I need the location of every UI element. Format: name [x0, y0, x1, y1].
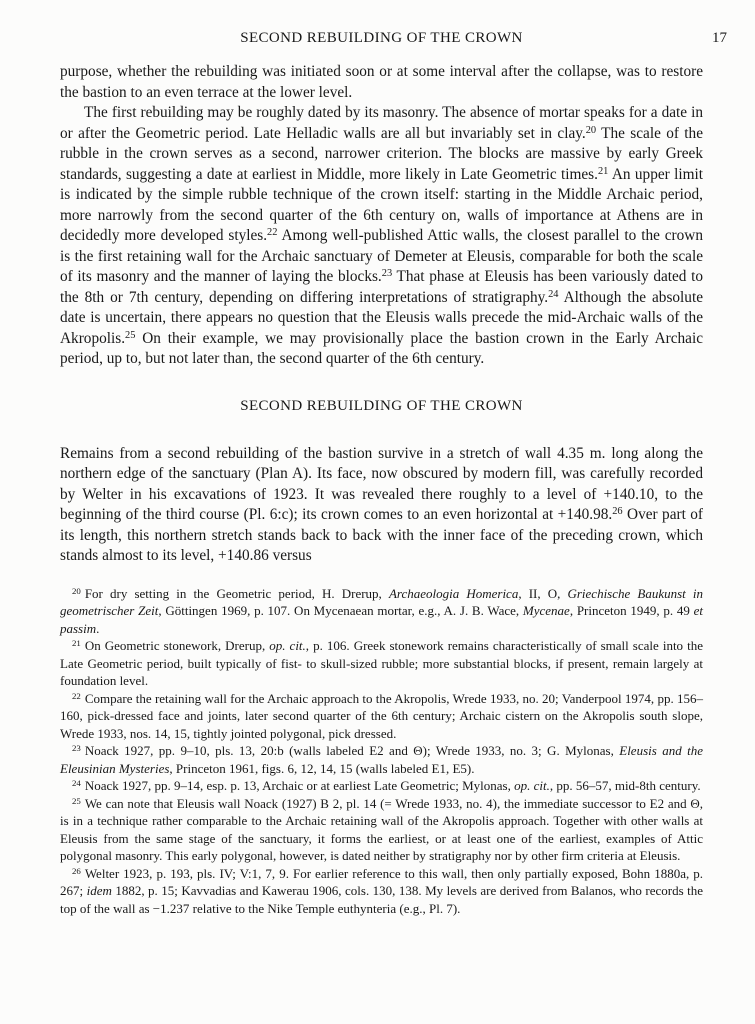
text-run: On Geometric stonework, Drerup,: [84, 638, 270, 653]
text-run: , p. 106. Greek stonework remains characteristically of small scale into the Late Geometric period, built typically of fist- to skull-sized rubble; more substantial blocks, if present, remain largely at foundation level.: [60, 638, 703, 688]
paragraph: [60, 103, 703, 370]
paragraph: [60, 62, 703, 103]
text-run: .: [96, 620, 100, 636]
footnote-number: 23: [72, 743, 81, 754]
text-run: The first rebuilding may be roughly dated by its masonry. The absence of mortar speaks for a date in or after the Geometric period. Late Helladic walls are all but invariably set in clay.: [60, 104, 703, 142]
text-run: purpose, whether the rebuilding was initiated soon or at some interval after the collapse, was to restore the bastion to an even terrace at the lower level.: [60, 63, 703, 101]
page-number: 17: [712, 30, 727, 46]
footnote-number: 20: [72, 585, 81, 596]
footnote-ref: 25: [125, 329, 136, 341]
footnote: [60, 690, 703, 743]
text-run: , Göttingen 1969, p. 107. On Mycenaean mortar, e.g., A. J. B. Wace,: [158, 603, 523, 618]
footnotes: [60, 585, 703, 918]
text-run: , Princeton 1961, figs. 6, 12, 14, 15 (walls labeled E1, E5).: [169, 760, 475, 776]
text-run: The scale of the rubble in the crown serves as a second, narrower criterion. The blocks are massive by early Greek standards, suggesting a date at earliest in Middle, more likely in Late Geometric times.: [60, 124, 703, 183]
text-run: idem: [86, 883, 112, 898]
text-run: , Princeton 1949, p. 49: [569, 603, 694, 618]
text-run: That phase at Eleusis has been variously dated to the 8th or 7th century, depending on differing interpretations of stratigraphy.: [60, 268, 703, 306]
text-run: op. cit.: [269, 638, 306, 653]
text-run: 1882, p. 15; Kavvadias and Kawerau 1906, cols. 130, 138. My levels are derived from Balanos, who records the top of the wall as −1.237 relative to the Nike Temple euthynteria (e.g., Pl. 7).: [60, 883, 703, 916]
footnote-ref: 24: [548, 288, 559, 300]
text-run: We can note that Eleusis wall Noack (1927) B 2, pl. 14 (= Wrede 1933, no. 4), the immediate successor to E2 and Θ, is in a technique rather comparable to the Archaic retaining wall of the Akropolis approach. Together with other walls at Eleusis from the same stage of the sanctuary, it forms the earliest, or at least one of the earliest, examples of Attic polygonal masonry. This early polygonal, however, is dated neither by stratigraphy nor by other firm criteria at Eleusis.: [60, 795, 703, 863]
text-run: Although the absolute date is uncertain, there appears no question that the Eleusis walls precede the mid-Archaic walls of the Akropolis.: [60, 288, 703, 347]
text-run: , pp. 56–57, mid-8th century.: [549, 778, 701, 793]
footnote-ref: 20: [585, 124, 597, 136]
text-run: Griechische Baukunst in geometrischer Zeit: [60, 585, 703, 618]
body-text: [60, 62, 703, 567]
text-run: op. cit.: [514, 778, 550, 793]
running-head: [60, 30, 727, 50]
footnote-ref: 21: [597, 165, 609, 177]
text-run: Welter 1923, p. 193, pls. IV; V:1, 7, 9. For earlier reference to this wall, then only partially exposed, Bohn 1880a, p. 267;: [60, 865, 703, 898]
footnote: [60, 777, 703, 795]
text-run: et passim: [60, 603, 704, 636]
text-run: Mycenae: [522, 603, 570, 618]
text-run: Eleusis and the Eleusinian Mysteries: [60, 743, 703, 776]
footnote-number: 25: [72, 795, 81, 806]
footnote: [60, 637, 703, 690]
text-run: An upper limit is indicated by the simple rubble technique of the crown itself: starting in the Middle Archaic period, more narrowly from the second quarter of the 6th century on, walls of importance at Athens are in decidedly more developed styles.: [60, 165, 703, 244]
footnote: [60, 742, 703, 777]
footnote-number: 22: [72, 690, 81, 701]
footnote-number: 21: [72, 638, 81, 649]
text-run: Remains from a second rebuilding of the bastion survive in a stretch of wall 4.35 m. long along the northern edge of the sanctuary (Plan A). Its face, now obscured by modern fill, was carefully recorded by Welter in his excavations of 1923. It was revealed there roughly to a level of +140.10, to the beginning of the third course (Pl. 6:c); its crown comes to an even horizontal at +140.98.: [60, 444, 703, 523]
footnote-ref: 23: [381, 268, 393, 280]
text-run: For dry setting in the Geometric period, H. Drerup,: [84, 585, 389, 601]
text-run: Noack 1927, pp. 9–10, pls. 13, 20:b (walls labeled E2 and Θ); Wrede 1933, no. 3; G. Mylonas,: [84, 743, 620, 758]
section-heading: SECOND REBUILDING OF THE CROWN: [240, 397, 523, 414]
footnote: [60, 865, 703, 918]
text-run: Archaeologia Homerica: [388, 585, 519, 601]
footnote: [60, 795, 703, 865]
footnote-ref: 26: [612, 506, 623, 518]
running-head-title: SECOND REBUILDING OF THE CROWN: [240, 30, 523, 46]
footnote-number: 24: [72, 778, 81, 789]
paragraph: [60, 444, 703, 567]
text-run: On their example, we may provisionally place the bastion crown in the Early Archaic period, up to, but not later than, the second quarter of the 6th century.: [60, 329, 703, 367]
text-run: Among well-published Attic walls, the closest parallel to the crown is the first retaining wall for the Archaic sanctuary of Demeter at Eleusis, comparable for both the scale of its masonry and the manner of laying the blocks.: [60, 227, 703, 285]
text-run: Compare the retaining wall for the Archaic approach to the Akropolis, Wrede 1933, no. 20; Vanderpool 1974, pp. 156–160, pick-dressed face and joints, later second quarter of the 6th century; Archaic cistern on the Akropolis south slope, Wrede 1933, nos. 14, 15, tightly jointed polygonal, pick dressed.: [60, 690, 703, 741]
footnote-ref: 22: [267, 227, 278, 239]
footnote: [60, 585, 703, 638]
text-run: Over part of its length, this northern stretch stands back to back with the inner face of the preceding crown, which stands almost to its level, +140.86 versus: [60, 506, 704, 564]
text-run: , II, O,: [518, 585, 568, 601]
text-run: Noack 1927, pp. 9–14, esp. p. 13, Archaic or at earliest Late Geometric; Mylonas,: [84, 778, 515, 793]
footnote-number: 26: [72, 865, 81, 876]
